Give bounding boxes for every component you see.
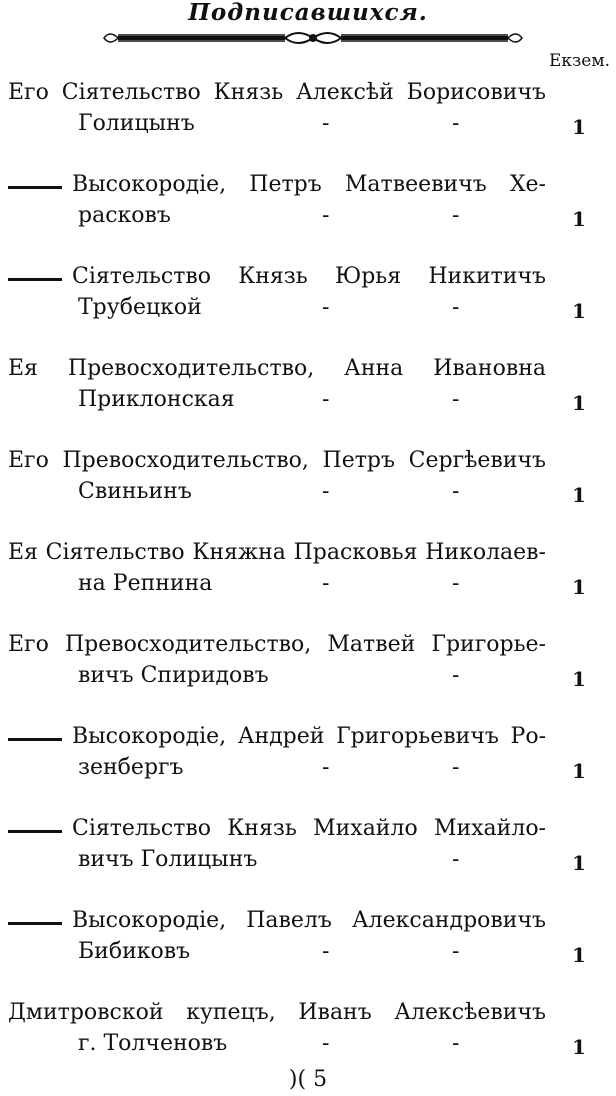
leader-dash: - xyxy=(322,939,330,964)
entry-line-1: Ея Превосходительство, Анна Ивановна xyxy=(8,356,546,381)
leader-dash: - xyxy=(452,663,460,688)
copies-count: 1 xyxy=(572,115,586,139)
subscriber-entry xyxy=(0,169,616,259)
leader-dash: - xyxy=(322,755,330,780)
copies-count: 1 xyxy=(572,759,586,783)
entry-line-1: Дмитровской купецъ, Иванъ Алексѣевичъ xyxy=(8,1000,546,1025)
leader-dash: - xyxy=(322,479,330,504)
entry-line-1: Высокородіе, Петръ Матвеевичъ Хе- xyxy=(72,172,546,197)
entry-line-2: г. Толченовъ xyxy=(78,1031,228,1056)
subscriber-entry xyxy=(0,445,616,535)
entry-line-2: Трубецкой xyxy=(78,295,202,320)
entry-line-1: Его Превосходительство, Петръ Сергѣевичъ xyxy=(8,448,546,473)
ditto-dash xyxy=(8,738,62,741)
copies-count: 1 xyxy=(572,483,586,507)
entry-line-1: Сіятельство Князь Юрья Никитичъ xyxy=(72,264,546,289)
ornament-divider xyxy=(100,26,526,50)
entry-line-1: Сіятельство Князь Михайло Михайло- xyxy=(72,816,546,841)
leader-dash: - xyxy=(452,847,460,872)
subscriber-entry xyxy=(0,537,616,627)
leader-dash: - xyxy=(322,295,330,320)
leader-dash: - xyxy=(452,387,460,412)
copies-count: 1 xyxy=(572,667,586,691)
leader-dash: - xyxy=(452,939,460,964)
entry-line-2: вичъ Голицынъ xyxy=(78,847,258,872)
leader-dash: - xyxy=(322,387,330,412)
subscriber-entry xyxy=(0,629,616,719)
ditto-dash xyxy=(8,922,62,925)
copies-count: 1 xyxy=(572,851,586,875)
page-number: )( 5 xyxy=(288,1067,328,1092)
subscriber-entry xyxy=(0,813,616,903)
leader-dash: - xyxy=(452,571,460,596)
entry-line-1: Его Сіятельство Князь Алексѣй Борисовичъ xyxy=(8,80,546,105)
entry-line-2: зенбергъ xyxy=(78,755,184,780)
copies-count: 1 xyxy=(572,299,586,323)
leader-dash: - xyxy=(452,111,460,136)
ditto-dash xyxy=(8,278,62,281)
entry-line-1: Его Превосходительство, Матвей Григорье- xyxy=(8,632,546,657)
column-header-copies: Екзем. xyxy=(549,51,610,71)
leader-dash: - xyxy=(452,295,460,320)
entry-line-1: Ея Сіятельство Княжна Прасковья Николаев- xyxy=(8,540,546,565)
entry-line-2: Бибиковъ xyxy=(78,939,191,964)
copies-count: 1 xyxy=(572,391,586,415)
leader-dash: - xyxy=(322,111,330,136)
subscriber-entry xyxy=(0,721,616,811)
copies-count: 1 xyxy=(572,207,586,231)
leader-dash: - xyxy=(322,203,330,228)
subscriber-entry xyxy=(0,905,616,995)
copies-count: 1 xyxy=(572,943,586,967)
entry-line-2: Свиньинъ xyxy=(78,479,192,504)
subscriber-entry xyxy=(0,353,616,443)
subscriber-entry xyxy=(0,77,616,167)
ditto-dash xyxy=(8,186,62,189)
leader-dash: - xyxy=(452,479,460,504)
leader-dash: - xyxy=(452,203,460,228)
entry-line-2: вичъ Спиридовъ xyxy=(78,663,269,688)
leader-dash: - xyxy=(322,1031,330,1056)
entry-line-2: расковъ xyxy=(78,203,171,228)
subscriber-entry xyxy=(0,261,616,351)
leader-dash: - xyxy=(322,571,330,596)
leader-dash: - xyxy=(452,755,460,780)
entry-line-1: Высокородіе, Андрей Григорьевичъ Ро- xyxy=(72,724,546,749)
entry-line-2: Голицынъ xyxy=(78,111,195,136)
copies-count: 1 xyxy=(572,1035,586,1059)
entry-line-1: Высокородіе, Павелъ Александровичъ xyxy=(72,908,546,933)
page-title: Подписавшихся. xyxy=(188,0,428,26)
copies-count: 1 xyxy=(572,575,586,599)
entry-line-2: на Репнина xyxy=(78,571,213,596)
leader-dash: - xyxy=(452,1031,460,1056)
entry-line-2: Приклонская xyxy=(78,387,235,412)
ditto-dash xyxy=(8,830,62,833)
